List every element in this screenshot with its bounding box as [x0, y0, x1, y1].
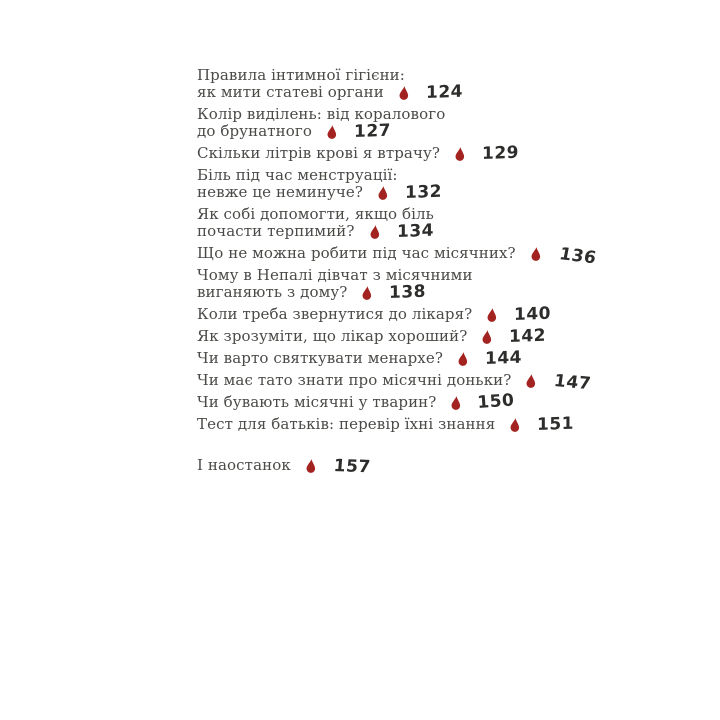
toc-entry-line: Чому в Непалі дівчат з місячними: [197, 266, 473, 284]
toc-entry-lastline: [197, 220, 527, 243]
page-number: 157: [332, 456, 372, 478]
toc-entry-lastline: [197, 413, 575, 436]
toc-entry-line: Правила інтимної гігієни:: [197, 66, 405, 84]
toc-entry-text: Що не можна робити під час місячних?: [197, 244, 516, 262]
toc-entry-text: Чи бувають місячні у тварин?: [197, 393, 437, 411]
toc-entry: [197, 303, 552, 326]
blood-drop-icon: [370, 225, 380, 239]
toc-entry-text: виганяють з дому?: [197, 283, 348, 301]
page-number: 127: [353, 120, 391, 143]
blood-drop-icon: [487, 308, 497, 322]
toc-entry-lastline: [197, 120, 527, 143]
blood-drop-icon: [482, 330, 492, 344]
toc-entry-text: Скільки літрів крові я втрачу?: [197, 144, 441, 162]
toc-entry-lastline: [197, 371, 593, 395]
page-number: 150: [477, 390, 516, 413]
toc-entry-lastline: [197, 303, 552, 326]
toc-entry: [197, 244, 598, 269]
toc-entry-lines: [197, 106, 527, 123]
toc-entry-text: І наостанок: [197, 456, 291, 474]
toc-entry: [197, 390, 527, 413]
toc-entry: [197, 413, 575, 436]
toc-entry-lines: [197, 67, 527, 84]
toc-entry: [197, 205, 527, 243]
toc-entry: [197, 266, 527, 304]
page-number: 151: [537, 413, 575, 436]
toc-entry-lastline: [197, 347, 527, 370]
blood-drop-icon: [378, 186, 388, 200]
toc-entry-line: Біль під час менструації:: [197, 166, 398, 184]
page-number: 132: [405, 181, 443, 204]
blood-drop-icon: [458, 352, 468, 366]
page-number: 140: [514, 303, 552, 326]
toc-entry-text: до брунатного: [197, 122, 312, 140]
toc-entry: [197, 371, 593, 395]
toc-entry: [197, 325, 547, 348]
toc-entry-text: Чи варто святкувати менархе?: [197, 349, 443, 367]
blood-drop-icon: [526, 374, 536, 388]
toc-entry: [197, 142, 527, 165]
page-number: 134: [396, 220, 434, 243]
toc-entry: [197, 456, 527, 478]
blood-drop-icon: [327, 125, 337, 139]
toc-entry-text: Коли треба звернутися до лікаря?: [197, 305, 473, 323]
toc-entry-lastline: [197, 281, 527, 304]
blood-drop-icon: [510, 418, 520, 432]
page-number: 144: [484, 347, 522, 370]
blood-drop-icon: [306, 459, 316, 473]
toc-entry-text: почасти терпимий?: [197, 222, 355, 240]
blood-drop-icon: [362, 286, 372, 300]
blood-drop-icon: [451, 396, 461, 410]
blood-drop-icon: [399, 86, 409, 100]
toc-entry-lastline: [197, 81, 527, 104]
page-number: 138: [389, 281, 427, 304]
blood-drop-icon: [455, 147, 465, 161]
toc-entry: [197, 347, 527, 370]
toc-entry-line: Як собі допомогти, якщо біль: [197, 205, 434, 223]
toc-entry-text: Тест для батьків: перевір їхні знання: [197, 415, 496, 433]
page-number: 129: [482, 142, 520, 165]
toc-entry-text: Як зрозуміти, що лікар хороший?: [197, 327, 468, 345]
toc-entry-text: як мити статеві органи: [197, 83, 384, 101]
toc-entry: [197, 166, 527, 204]
toc-entry-lines: [197, 267, 527, 284]
toc: [197, 66, 598, 479]
toc-entry: [197, 105, 527, 143]
toc-entry-lastline: [197, 181, 527, 204]
blood-drop-icon: [531, 247, 541, 261]
toc-entry-lastline: [197, 390, 527, 413]
toc-entry-lastline: [197, 325, 547, 348]
page-number: 124: [425, 81, 463, 104]
toc-entry-lines: [197, 206, 527, 223]
toc-entry: [197, 66, 527, 104]
toc-entry-text: Чи має тато знати про місячні доньки?: [197, 371, 512, 389]
toc-entry-lastline: [197, 142, 527, 165]
toc-entry-lastline: [197, 244, 598, 269]
toc-entry-text: невже це неминуче?: [197, 183, 364, 201]
page-number: 136: [557, 244, 598, 269]
toc-entry-lines: [197, 167, 527, 184]
page-number: 142: [509, 325, 547, 348]
toc-entry-lastline: [197, 456, 527, 478]
toc-entry-line: Колір виділень: від коралового: [197, 105, 446, 123]
page-number: 147: [553, 371, 593, 395]
